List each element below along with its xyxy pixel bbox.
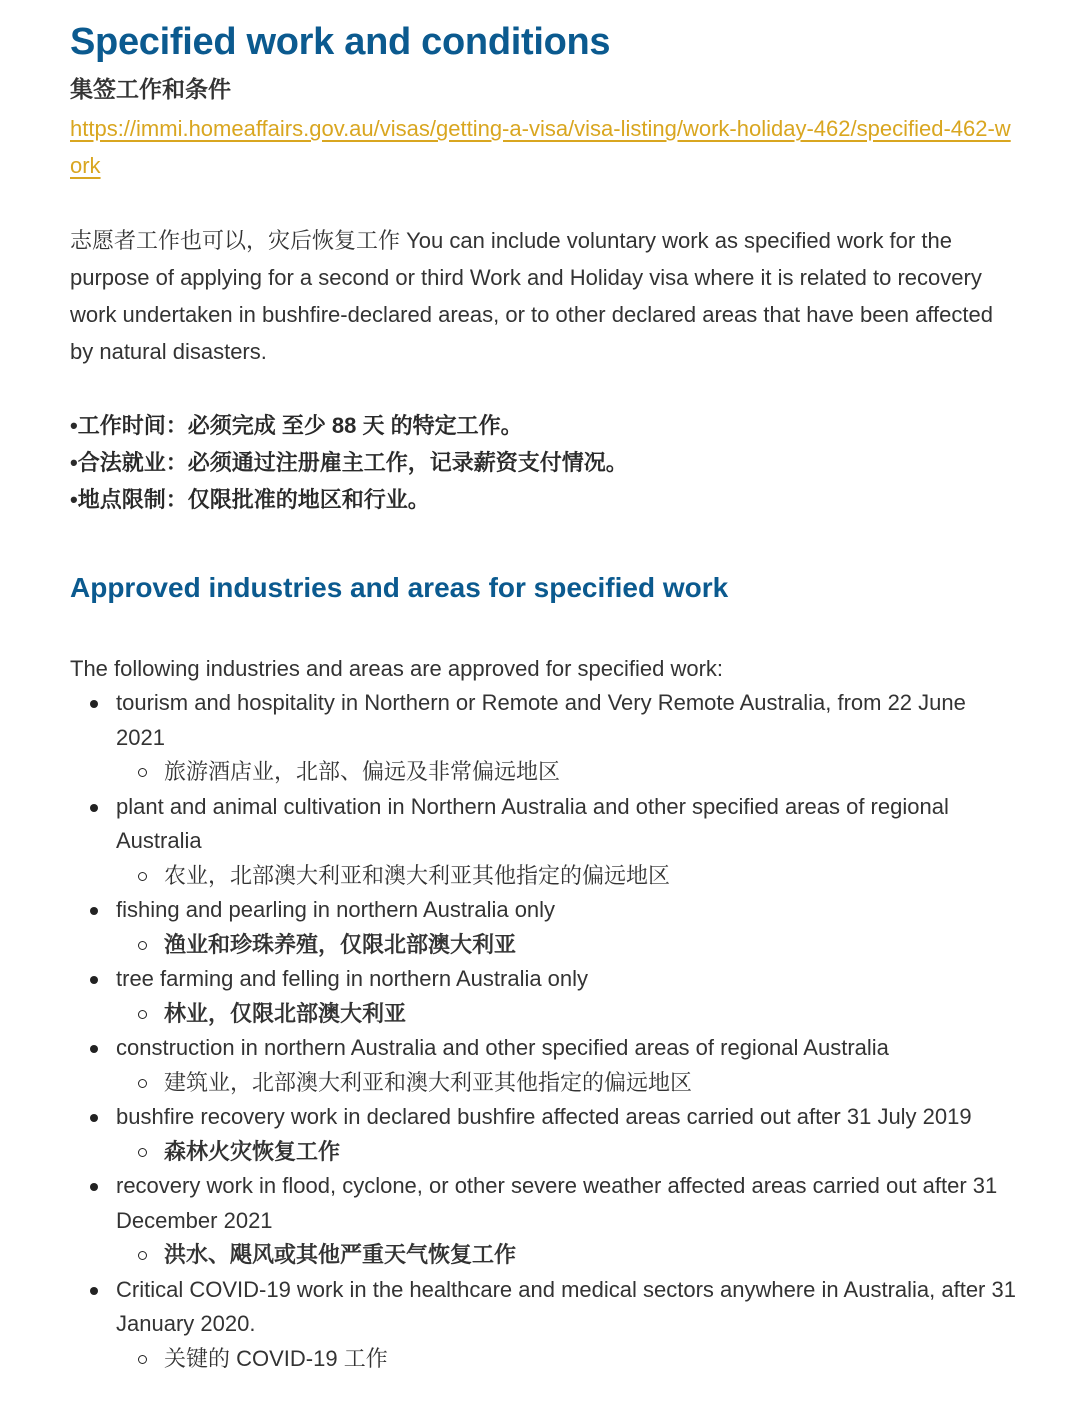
condition-legal-employment: •合法就业：必须通过注册雇主工作，记录薪资支付情况。	[70, 450, 628, 475]
industry-weather-recovery	[116, 1169, 1016, 1273]
industry-fishing	[116, 893, 1016, 962]
industry-text: Critical COVID-19 work in the healthcare and medical sectors anywhere in Australia, after 31 January 2020.	[116, 1276, 1016, 1336]
industry-translation: 农业，北部澳大利亚和澳大利亚其他指定的偏远地区	[164, 859, 1016, 894]
industry-text: tree farming and felling in northern Australia only	[116, 966, 589, 991]
industry-text: bushfire recovery work in declared bushfire affected areas carried out after 31 July 2019	[116, 1104, 972, 1129]
condition-work-time: •工作时间：必须完成 至少 88 天 的特定工作。	[70, 413, 523, 438]
page-subtitle: 集签工作和条件	[70, 76, 231, 102]
industry-covid-work	[116, 1273, 1016, 1377]
document-page	[70, 18, 1020, 1376]
industry-text: tourism and hospitality in Northern or Remote and Very Remote Australia, from 22 June 2021	[116, 690, 966, 750]
industry-tourism	[116, 686, 1016, 790]
condition-location: •地点限制：仅限批准的地区和行业。	[70, 487, 430, 512]
industry-translation: 旅游酒店业，北部、偏远及非常偏远地区	[164, 755, 1016, 790]
industry-translation: 建筑业，北部澳大利亚和澳大利亚其他指定的偏远地区	[164, 1066, 1016, 1101]
section-title: Approved industries and areas for specified work	[70, 572, 729, 603]
industry-construction	[116, 1031, 1016, 1100]
industry-text: fishing and pearling in northern Australia only	[116, 897, 556, 922]
industry-translation: 森林火灾恢复工作	[164, 1135, 1016, 1170]
conditions-list	[70, 407, 1020, 518]
industry-text: recovery work in flood, cyclone, or other severe weather affected areas carried out after 31 December 2021	[116, 1173, 998, 1233]
industry-text: plant and animal cultivation in Northern Australia and other specified areas of regional Australia	[116, 793, 949, 853]
intro-paragraph: 志愿者工作也可以，灾后恢复工作 You can include voluntary work as specified work for the purpose of applying for a second or third Work and Holiday visa where it is related to recovery work undertaken in bushfire-declared areas, or to other declared areas that have been affected by natural disasters.	[70, 228, 993, 364]
industry-forestry	[116, 962, 1016, 1031]
industry-translation: 林业，仅限北部澳大利亚	[164, 997, 1016, 1032]
industry-translation: 洪水、飓风或其他严重天气恢复工作	[164, 1238, 1016, 1273]
industry-agriculture	[116, 790, 1016, 894]
source-link[interactable]: https://immi.homeaffairs.gov.au/visas/getting-a-visa/visa-listing/work-holiday-462/specified-462-work	[70, 116, 1011, 178]
industries-list	[70, 686, 1016, 1376]
section-intro: The following industries and areas are approved for specified work:	[70, 656, 724, 681]
page-title: Specified work and conditions	[70, 21, 611, 63]
industry-text: construction in northern Australia and other specified areas of regional Australia	[116, 1035, 889, 1060]
industry-bushfire-recovery	[116, 1100, 1016, 1169]
industry-translation: 渔业和珍珠养殖，仅限北部澳大利亚	[164, 928, 1016, 963]
industry-translation: 关键的 COVID-19 工作	[164, 1342, 1016, 1377]
